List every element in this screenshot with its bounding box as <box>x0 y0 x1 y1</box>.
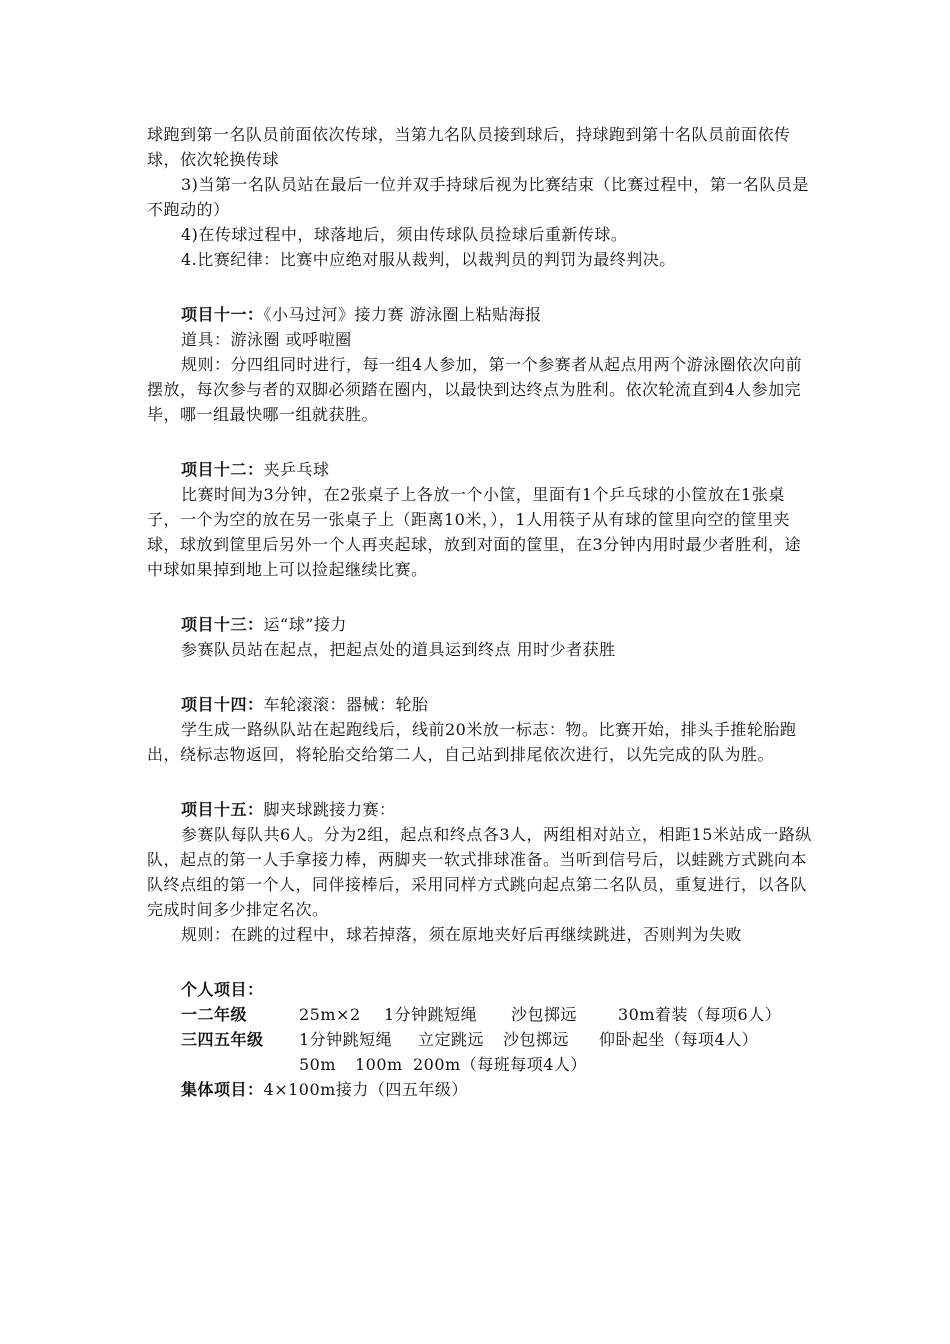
item13-heading <box>147 612 817 637</box>
grade-1-2-row <box>147 1002 817 1027</box>
intro-paragraph-4: 4.比赛纪律：比赛中应绝对服从裁判，以裁判员的判罚为最终判决。 <box>181 250 676 269</box>
document-body <box>147 122 817 1102</box>
item15-rules: 规则：在跳的过程中，球若掉落，须在原地夹好后再继续跳进，否则判为失败 <box>181 925 743 944</box>
grade-1-2-event: 1分钟跳短绳 <box>384 1005 478 1024</box>
team-text: 4×100m接力（四五年级） <box>263 1080 468 1099</box>
item12-heading <box>147 457 817 482</box>
grade-3-5-row <box>147 1027 817 1052</box>
grade-1-2-event: 沙包掷远 <box>511 1005 578 1024</box>
item15-title: 脚夹球跳接力赛： <box>263 800 396 819</box>
grade-1-2-label: 一二年级 <box>181 1005 248 1024</box>
run-event: 100m <box>355 1055 403 1074</box>
grade-3-5-event: 仰卧起坐（每项4人） <box>599 1030 759 1049</box>
team-heading: 集体项目： <box>181 1080 264 1099</box>
item12-label: 项目十二： <box>181 460 264 479</box>
grade-3-5-label: 三四五年级 <box>181 1030 264 1049</box>
team-events-line <box>147 1077 817 1102</box>
grade-3-5-event: 立定跳远 <box>418 1030 485 1049</box>
item13-description: 参赛队员站在起点，把起点处的道具运到终点 用时少者获胜 <box>181 640 616 659</box>
item11-label: 项目十一： <box>181 305 264 324</box>
item12-title: 夹乒乓球 <box>263 460 330 479</box>
intro-paragraph-2: 3)当第一名队员站在最后一位并双手持球后视为比赛结束（比赛过程中，第一名队员是不跑动的） <box>147 175 809 219</box>
item11-props: 道具：游泳圈 或呼啦圈 <box>181 330 352 349</box>
item13-title: 运“球”接力 <box>263 615 347 634</box>
grade-3-5-event: 1分钟跳短绳 <box>299 1030 393 1049</box>
grade-3-5-run-row <box>147 1052 817 1077</box>
item15-heading <box>147 797 817 822</box>
intro-paragraph-3: 4)在传球过程中，球落地后，须由传球队员捡球后重新传球。 <box>181 225 628 244</box>
run-event: 50m <box>299 1055 337 1074</box>
item14-heading <box>147 692 817 717</box>
grade-3-5-event: 沙包掷远 <box>503 1030 570 1049</box>
item13-label: 项目十三： <box>181 615 264 634</box>
item11-heading <box>147 302 817 327</box>
item14-title: 车轮滚滚：器械：轮胎 <box>263 695 429 714</box>
item11-rules: 规则：分四组同时进行，每一组4人参加，第一个参赛者从起点用两个游泳圈依次向前摆放，每次参与者的双脚必须踏在圈内，以最快到达终点为胜利。依次轮流直到4人参加完毕，哪一组最快哪一组就获胜。 <box>147 355 803 424</box>
grade-1-2-event: 25m×2 <box>299 1005 361 1024</box>
item14-label: 项目十四： <box>181 695 264 714</box>
item12-description: 比赛时间为3分钟，在2张桌子上各放一个小筐，里面有1个乒乓球的小筐放在1张桌子，一个为空的放在另一张桌子上（距离10米，），1人用筷子从有球的筐里向空的筐里夹球，球放到筐里后另外一个人再夹起球，放到对面的筐里，在3分钟内用时最少者胜利，途中球如果掉到地上可以捡起继续比赛。 <box>147 485 802 579</box>
individual-heading: 个人项目： <box>181 980 264 999</box>
run-event: 200m（每班每项4人） <box>413 1055 587 1074</box>
item15-label: 项目十五： <box>181 800 264 819</box>
item11-title: 《小马过河》接力赛 游泳圈上粘贴海报 <box>263 305 542 324</box>
intro-paragraph-1: 球跑到第一名队员前面依次传球，当第九名队员接到球后，持球跑到第十名队员前面依传球，依次轮换传球 <box>147 125 791 169</box>
item14-description: 学生成一路纵队站在起跑线后，线前20米放一标志：物。比赛开始，排头手推轮胎跑出，绕标志物返回，将轮胎交给第二人，自己站到排尾依次进行，以先完成的队为胜。 <box>147 720 797 764</box>
grade-1-2-event: 30m着装（每项6人） <box>618 1005 782 1024</box>
item15-description: 参赛队每队共6人。分为2组，起点和终点各3人，两组相对站立，相距15米站成一路纵队，起点的第一人手拿接力棒，两脚夹一软式排球准备。当听到信号后，以蛙跳方式跳向本队终点组的第一个人，同伴接棒后，采用同样方式跳向起点第二名队员，重复进行，以各队完成时间多少排定名次。 <box>147 825 812 919</box>
